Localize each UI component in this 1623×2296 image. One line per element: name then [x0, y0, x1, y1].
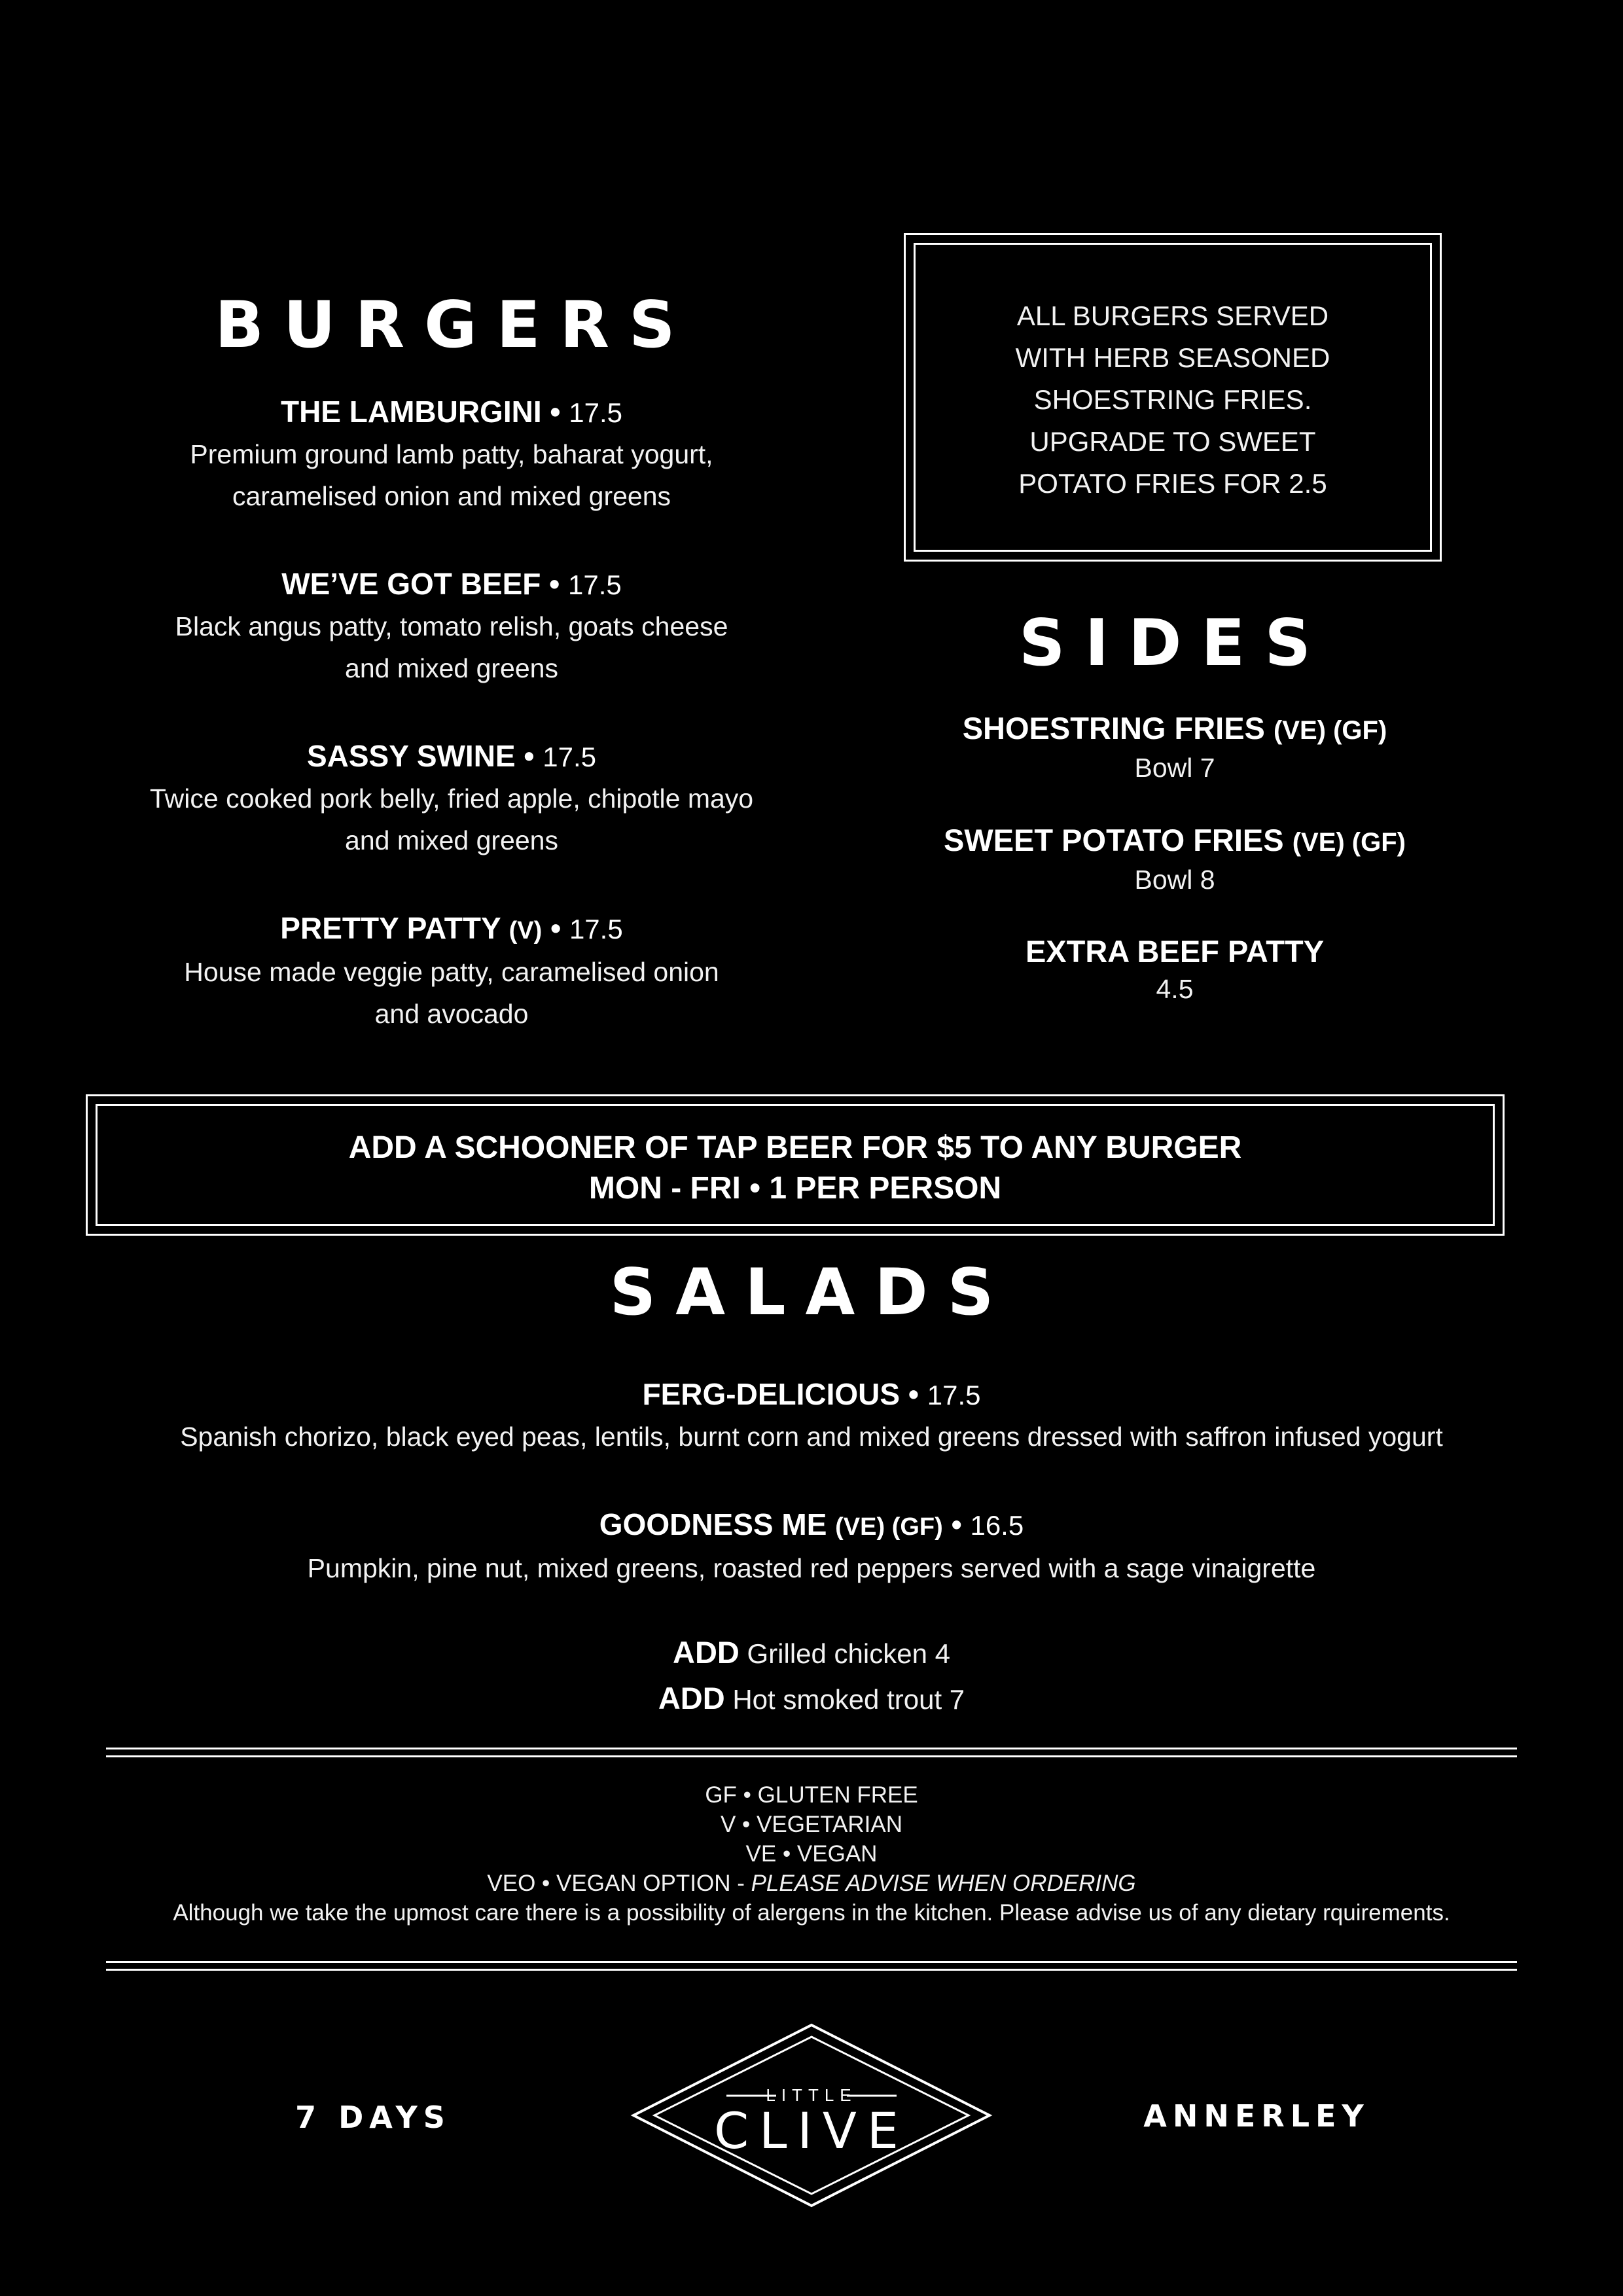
item-price: 16.5 — [970, 1510, 1024, 1541]
side-name: EXTRA BEEF PATTY — [1025, 934, 1325, 969]
item-name: GOODNESS ME — [599, 1507, 827, 1541]
info-line: UPGRADE TO SWEET — [1029, 426, 1316, 457]
legend-line: VE • VEGAN — [745, 1841, 878, 1867]
dietary-tag: (VE) (GF) — [835, 1513, 943, 1541]
logo-clive-text: CLIVE — [714, 2102, 909, 2160]
addon-line: ADD Hot smoked trout 7 — [658, 1681, 965, 1715]
item-name: THE LAMBURGINI — [280, 395, 542, 429]
footer-location: ANNERLEY — [1143, 2098, 1370, 2134]
beer-promo-box — [86, 1094, 1505, 1236]
divider-line — [106, 1755, 1517, 1757]
dietary-tag: (V) — [508, 917, 543, 944]
item-description: Premium ground lamb patty, baharat yogurt, — [190, 439, 713, 469]
item-description: Twice cooked pork belly, fried apple, chipotle mayo — [149, 783, 754, 814]
legend-line: V • VEGETARIAN — [720, 1812, 903, 1837]
sides-title: SIDES — [1019, 606, 1330, 681]
dietary-tag: (VE) (GF) — [1292, 828, 1406, 857]
side-detail: 4.5 — [1156, 974, 1194, 1004]
item-name: PRETTY PATTY — [280, 911, 501, 945]
item-description: Black angus patty, tomato relish, goats cheese — [175, 611, 728, 641]
item-price: 17.5 — [568, 569, 622, 600]
item-name: WE’VE GOT BEEF — [281, 567, 541, 601]
burger-item: PRETTY PATTY (V) • 17.5 House made veggie patty, caramelised onion and avocado — [118, 908, 785, 1035]
salad-item: FERG-DELICIOUS • 17.5 Spanish chorizo, black eyed peas, lentils, burnt corn and mixed greens dressed with saffron infused yogurt — [0, 1374, 1623, 1458]
dietary-legend — [0, 1780, 1623, 1928]
legend-line: VEO • VEGAN OPTION - PLEASE ADVISE WHEN ORDERING — [487, 1871, 1136, 1896]
addon-line: ADD Grilled chicken 4 — [673, 1635, 950, 1670]
item-name: FERG-DELICIOUS — [642, 1377, 901, 1411]
item-description: caramelised onion and mixed greens — [232, 481, 671, 511]
promo-line: MON - FRI • 1 PER PERSON — [588, 1171, 1002, 1206]
little-clive-logo — [628, 2022, 995, 2208]
info-line: POTATO FRIES FOR 2.5 — [1018, 468, 1327, 499]
item-price: 17.5 — [569, 914, 623, 944]
side-item — [870, 709, 1479, 786]
divider-line — [106, 1969, 1517, 1971]
footer-days: 7 DAYS — [295, 2100, 451, 2135]
item-description: and mixed greens — [345, 653, 558, 683]
item-description: House made veggie patty, caramelised onion — [184, 957, 719, 987]
side-item — [870, 933, 1479, 1007]
side-name: SWEET POTATO FRIES — [943, 823, 1284, 857]
item-price: 17.5 — [569, 397, 623, 428]
burger-item: WE’VE GOT BEEF • 17.5 Black angus patty, tomato relish, goats cheese and mixed greens — [118, 564, 785, 689]
side-detail: Bowl 8 — [1134, 865, 1215, 895]
dietary-tag: (VE) (GF) — [1273, 716, 1387, 745]
info-line: WITH HERB SEASONED — [1015, 342, 1330, 373]
item-description: and avocado — [374, 999, 529, 1029]
item-price: 17.5 — [543, 742, 597, 772]
salad-addons — [0, 1630, 1623, 1722]
logo-little-text: LITTLE — [766, 2085, 857, 2105]
legend-line: GF • GLUTEN FREE — [705, 1782, 918, 1808]
burger-item: SASSY SWINE • 17.5 Twice cooked pork belly, fried apple, chipotle mayo and mixed greens — [118, 736, 785, 861]
salads-title: SALADS — [609, 1255, 1014, 1330]
item-description: and mixed greens — [345, 825, 558, 855]
promo-line: ADD A SCHOONER OF TAP BEER FOR $5 TO ANY BURGER — [348, 1130, 1242, 1165]
side-name: SHOESTRING FRIES — [962, 711, 1265, 745]
divider-line — [106, 1961, 1517, 1963]
item-price: 17.5 — [927, 1380, 981, 1410]
fries-info-box — [904, 233, 1442, 562]
burgers-title: BURGERS — [215, 288, 695, 363]
side-item — [870, 821, 1479, 898]
item-description: Pumpkin, pine nut, mixed greens, roasted red peppers served with a sage vinaigrette — [307, 1553, 1316, 1583]
side-detail: Bowl 7 — [1134, 753, 1215, 783]
salad-item: GOODNESS ME (VE) (GF) • 16.5 Pumpkin, pine nut, mixed greens, roasted red peppers served with a sage vinaigrette — [0, 1504, 1623, 1589]
burger-item: THE LAMBURGINI • 17.5 Premium ground lamb patty, baharat yogurt, caramelised onion and mixed greens — [118, 391, 785, 517]
info-line: SHOESTRING FRIES. — [1033, 384, 1312, 415]
divider-line — [106, 1748, 1517, 1749]
info-line: ALL BURGERS SERVED — [1016, 300, 1329, 331]
item-name: SASSY SWINE — [306, 739, 516, 773]
item-description: Spanish chorizo, black eyed peas, lentils, burnt corn and mixed greens dressed with saffron infused yogurt — [180, 1422, 1443, 1452]
allergen-notice: Although we take the upmost care there is a possibility of alergens in the kitchen. Please advise us of any dietary rquirements. — [173, 1900, 1450, 1926]
